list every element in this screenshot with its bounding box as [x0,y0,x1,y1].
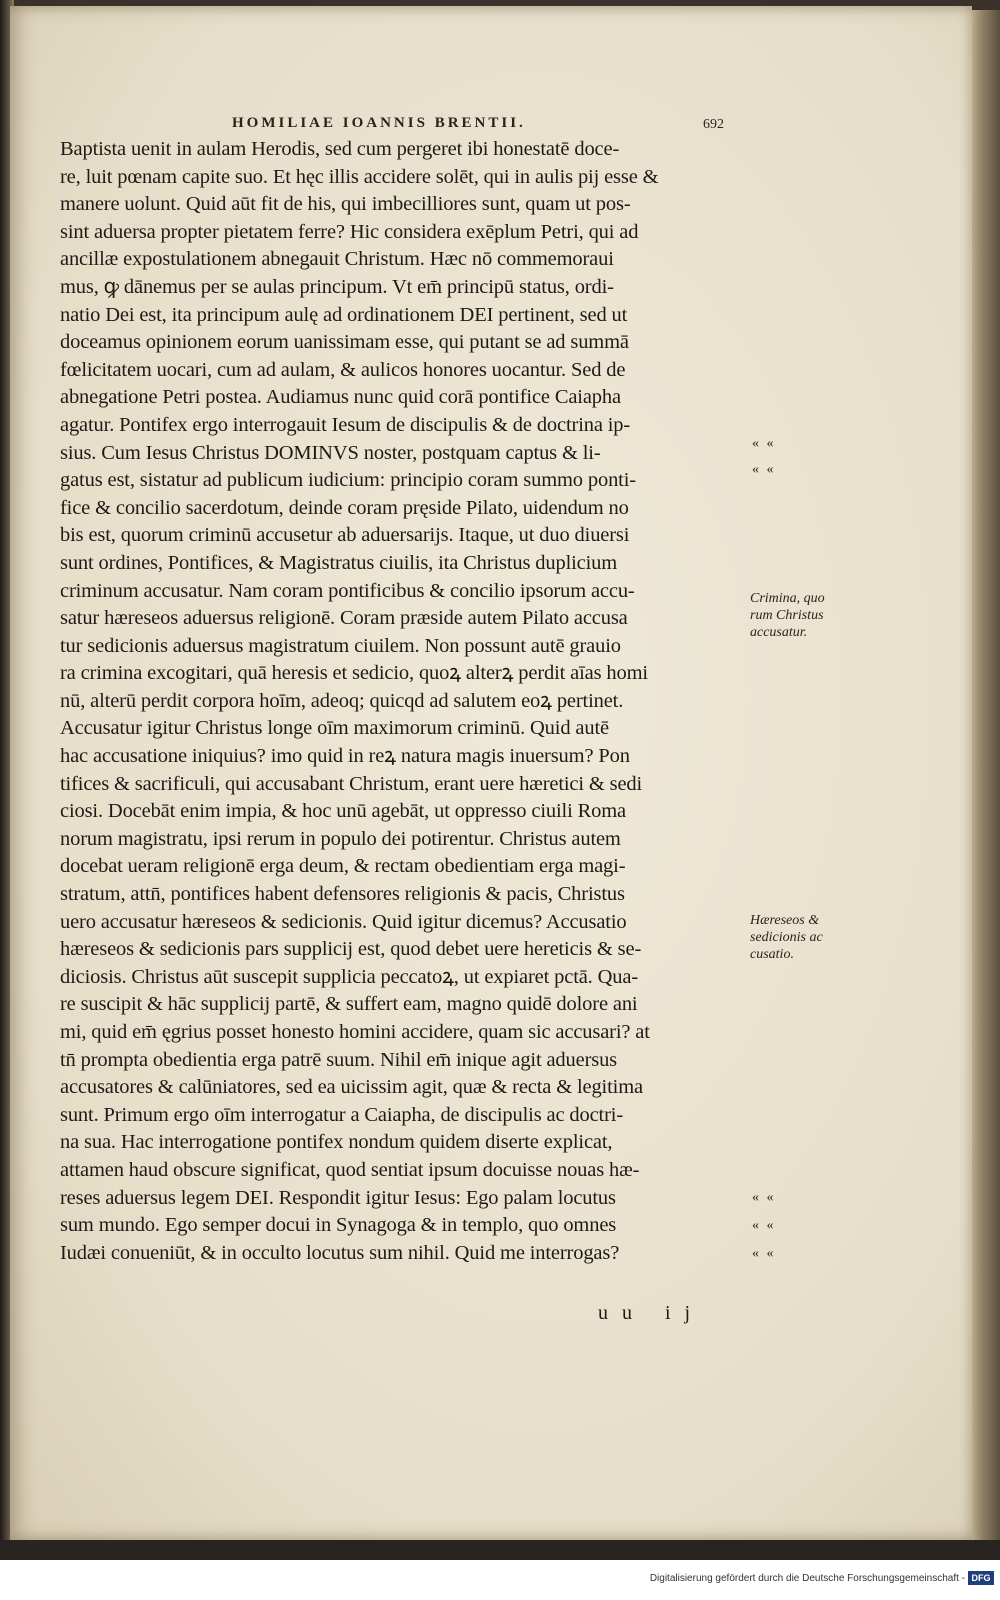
text-line: satur hæreseos aduersus religionē. Coram præside autem Pilato accusa [60,607,628,630]
margin-note-line: Crimina, quo [750,591,825,606]
signature-mark: uu ij [598,1302,705,1324]
text-line: docebat ueram religionē erga deum, & rectam obedientiam erga magi- [60,855,626,878]
text-line: re, luit pœnam capite suo. Et hęc illis accidere solēt, qui in aulis pij esse & [60,165,659,188]
text-line: nū, alterū perdit corpora hoīm, adeoq; quicqd ad salutem eoꝝ pertinet. [60,689,624,712]
text-line: fœlicitatem uocari, cum ad aulam, & aulicos honores uocantur. Sed de [60,358,626,381]
text-line: bis est, quorum criminū accusetur ab aduersarijs. Itaque, ut duo diuersi [60,524,630,547]
margin-note-line: accusatur. [750,625,808,640]
dfg-logo: DFG [968,1571,994,1585]
text-line: stratum, attn̄, pontifices habent defensores religionis & pacis, Christus [60,883,625,906]
quote-marks: « « [752,1190,776,1205]
text-line: gatus est, sistatur ad publicum iudicium: principio coram summo ponti- [60,469,636,492]
text-line: agatur. Pontifex ergo interrogauit Iesum de discipulis & de doctrina ip- [60,413,631,436]
text-line: Accusatur igitur Christus longe oīm maximorum criminū. Quid autē [60,717,609,740]
text-line: doceamus opinionem eorum uanissimam esse, qui putant se ad summā [60,331,629,354]
bottom-strip [0,1540,1000,1560]
text-line: na sua. Hac interrogatione pontifex nondum quidem diserte explicat, [60,1131,613,1154]
quote-marks: « « [752,1218,776,1233]
text-line: attamen haud obscure significat, quod sentiat ipsum docuisse nouas hæ- [60,1158,640,1181]
text-line: hac accusatione iniquius? imo quid in reꝝ natura magis inuersum? Pon [60,745,630,768]
main-text-block [60,136,740,1267]
text-line: tifices & sacrificuli, qui accusabant Christum, erant uere hæretici & sedi [60,772,643,795]
text-line: reses aduersus legem DEI. Respondit igitur Iesus: Ego palam locutus [60,1186,616,1209]
text-line: ra crimina excogitari, quā heresis et sedicio, quoꝝ alterꝝ perdit aīas homi [60,662,648,685]
text-line: natio Dei est, ita principum aulę ad ordinationem DEI pertinent, sed ut [60,303,628,326]
margin-note-line: sedicionis ac [750,930,823,945]
margin-note-line: cusatio. [750,947,794,962]
text-line: Iudæi conueniūt, & in occulto locutus sum nihil. Quid me interrogas? [60,1241,620,1264]
text-line: criminum accusatur. Nam coram pontificibus & concilio ipsorum accu- [60,579,635,602]
quote-marks: « « [752,462,776,477]
text-line: re suscipit & hāc supplicij partē, & suffert eam, magno quidē dolore ani [60,993,638,1016]
quote-marks: « « [752,436,776,451]
quote-marks: « « [752,1246,776,1261]
text-line: tur sedicionis aduersus magistratum ciuilem. Non possunt autē grauio [60,634,621,657]
text-line: sius. Cum Iesus Christus DOMINVS noster, postquam captus & li- [60,441,601,464]
text-line: accusatores & calūniatores, sed ea uicissim agit, quæ & recta & legitima [60,1076,643,1099]
text-line: abnegatione Petri postea. Audiamus nunc quid corā pontifice Caiapha [60,386,621,409]
text-line: ancillæ expostulationem abnegauit Christum. Hæc nō commemoraui [60,248,614,271]
text-line: hæreseos & sedicionis pars supplicij est, quod debet uere hereticis & se- [60,938,642,961]
running-title: HOMILIAE IOANNIS BRENTII. [232,115,526,131]
text-line: mi, quid em̄ ęgrius posset honesto homini accidere, quam sic accusari? at [60,1021,650,1043]
text-line: ciosi. Docebāt enim impia, & hoc unū agebāt, ut oppresso ciuili Roma [60,800,626,823]
margin-note-crimina [750,590,825,641]
text-line: diciosis. Christus aūt suscepit supplicia peccatoꝝ, ut expiaret pctā. Qua- [60,965,639,988]
book-right-edge [972,10,1000,1540]
text-line: sunt ordines, Pontifices, & Magistratus ciuilis, ita Christus duplicium [60,551,618,574]
text-line: tn̄ prompta obedientia erga patrē suum. Nihil em̄ inique agit aduersus [60,1048,618,1071]
text-line: uero accusatur hæreseos & sedicionis. Quid igitur dicemus? Accusatio [60,910,627,933]
margin-note-line: rum Christus [750,608,824,623]
text-line: manere uolunt. Quid aūt fit de his, qui imbecilliores sunt, quam ut pos- [60,193,631,216]
margin-note-line: Hæreseos & [750,913,820,928]
footer-bar [0,1560,1000,1600]
text-line: norum magistratu, ipsi rerum in populo dei potirentur. Christus autem [60,827,621,850]
text-line: mus, ꝙ dānemus per se aulas principum. Vt em̄ principū status, ordi- [60,275,614,298]
text-line: sum mundo. Ego semper docui in Synagoga & in templo, quo omnes [60,1214,617,1237]
margin-note-haereseos [750,912,823,963]
text-line: sunt. Primum ergo oīm interrogatur a Caiapha, de discipulis ac doctri- [60,1103,623,1126]
funding-credit: Digitalisierung gefördert durch die Deutsche Forschungsgemeinschaft - [649,1573,965,1584]
folio-number: 692 [703,117,724,132]
text-line: Baptista uenit in aulam Herodis, sed cum pergeret ibi honestatē doce- [60,138,620,160]
text-line: fice & concilio sacerdotum, deinde coram pręside Pilato, uidendum no [60,496,629,519]
text-line: sint aduersa propter pietatem ferre? Hic considera exēplum Petri, qui ad [60,220,639,243]
